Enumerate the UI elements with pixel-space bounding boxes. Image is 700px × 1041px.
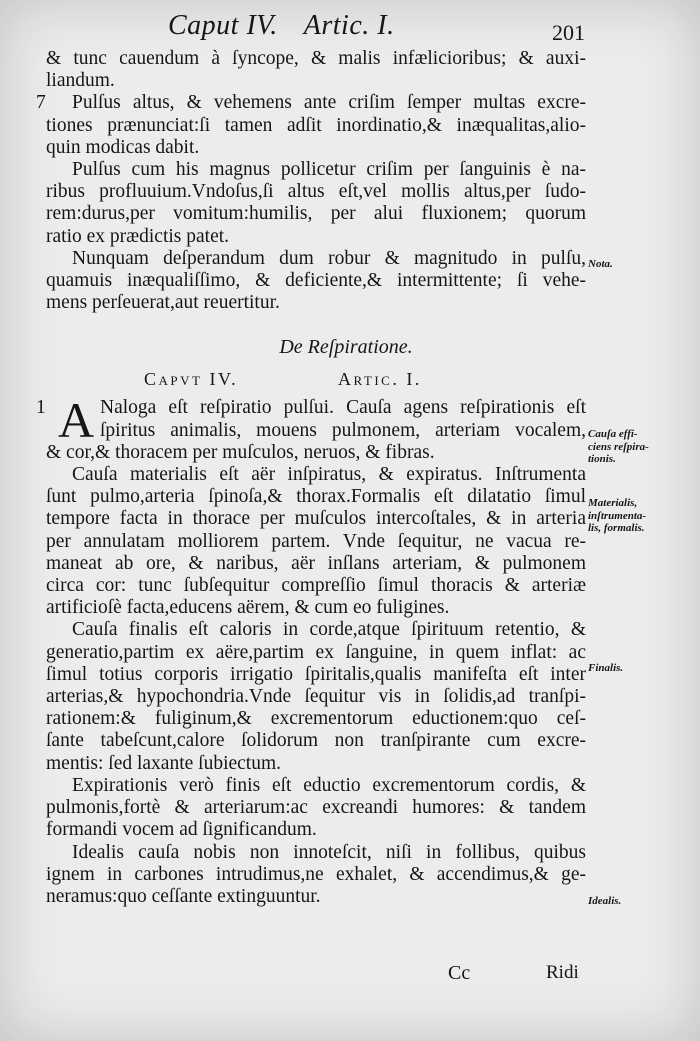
text-line: Idealis cauſa nobis non innoteſcit, niſi in follibus, quibus [72, 841, 586, 863]
paragraph-1 [36, 392, 586, 464]
paragraph-expirationis [46, 775, 586, 842]
margin-note-line: Cauſa effi- [588, 428, 638, 440]
running-title-caput: Caput IV. [168, 10, 278, 41]
text-line: pulmonis,fortè & arteriarum:ac excreandi humores: & tandem [46, 797, 586, 819]
text-line: quin modicas dabit. [46, 136, 200, 158]
text-line: ſimul totius corporis irrigatio ſpiritalis,qualis manifeſta eſt inter [46, 663, 586, 685]
margin-note-finalis: Finalis. [588, 662, 624, 674]
running-title-artic: Artic. I. [303, 10, 395, 41]
margin-note-idealis: Idealis. [588, 895, 622, 907]
text-line: tempore facta in thorace per muſculos intercoſtales, & in arteria [46, 508, 586, 530]
chapter-heading [46, 369, 586, 397]
text-line: generatio,partim ex aëre,partim ex ſanguine, in quem inflat: ac [46, 641, 586, 663]
text-line: Cauſa finalis eſt caloris in corde,atque ſpirituum retentio, & [72, 619, 586, 641]
text-line: tiones prænunciat:ſi tamen adſit inordinatio,& inæqualitas,alio- [46, 114, 586, 136]
margin-note-line: lis, formalis. [588, 522, 645, 534]
text-line: ſante tabeſcunt,calore ſolidorum non tranſpirante cum excre- [46, 730, 586, 752]
paragraph-finalis [46, 619, 586, 774]
catchword: Ridi [546, 962, 579, 983]
text-line: Expirationis verò finis eſt eductio excrementorum cordis, & [72, 774, 586, 796]
margin-note-efficiens [588, 428, 649, 466]
text-line: Pulſus cum his magnus pollicetur criſim per ſanguinis è na- [72, 159, 586, 181]
section-heading: De Reſpiratione. [279, 336, 413, 359]
text-line: mens perſeuerat,aut reuertitur. [46, 292, 280, 314]
text-line: mentis: ſed laxante ſubiectum. [46, 752, 282, 774]
margin-note-line: Materialis, [588, 497, 638, 509]
text-line: ſunt pulmo,arteria ſpinoſa,& thorax.Formalis eſt dilatatio ſimul [46, 486, 586, 508]
text-line: arterias,& hypochondria.Vnde ſequitur vis in ſolidis,ad tranſpi- [46, 686, 586, 708]
text-line: Pulſus altus, & vehemens ante criſim ſemper multas excre- [72, 92, 586, 114]
text-line: ribus profluuium.Vndoſus,ſi altus eſt,vel mollis altus,per ſudo- [46, 181, 586, 203]
text-line: rationem:& fuliginum,& excrementorum eductionem:quo ceſ- [46, 708, 586, 730]
margin-note-nota: Nota. [588, 258, 613, 270]
page-number: 201 [552, 20, 585, 45]
text-line: maneat ab ore, & naribus, aër inſlans arteriam, & pulmonem [46, 552, 586, 574]
text-line: Cauſa materialis eſt aër inſpiratus, & expiratus. Inſtrumenta [72, 464, 586, 486]
paragraph-7 [36, 92, 586, 159]
text-line: liandum. [46, 70, 115, 92]
text-line: ignem in carbones intrudimus,ne exhalet, & accendimus,& ge- [46, 863, 586, 885]
margin-note-materialis [588, 497, 646, 535]
text-line: per annulatam molliorem partem. Vnde ſequitur, ne vacua re- [46, 530, 586, 552]
text-line: quamuis inæqualiſſimo, & deficiente,& intermittente; ſi vehe- [46, 270, 586, 292]
paragraph-nunquam [46, 248, 586, 315]
text-line: formandi vocem ad ſignificandum. [46, 819, 317, 841]
paragraph-materialis [46, 464, 586, 619]
paragraph-number: 7 [36, 92, 46, 114]
page-footer [0, 958, 700, 988]
text-body [36, 48, 586, 908]
text-line: circa cor: tunc ſubſequitur compreſſio ſimul thoracis & arteriæ [46, 575, 586, 597]
text-line: artificioſè facta,educens aërem, & cum eo fuligines. [46, 597, 450, 619]
text-line: rem:durus,per vomitum:humilis, per alui fluxionem; quorum [46, 203, 586, 225]
text-line: neramus:quo ceſſante extinguuntur. [46, 885, 321, 907]
page-header [0, 8, 700, 48]
text-line: Nunquam deſperandum dum robur & magnitudo in pulſu, [72, 247, 586, 269]
chapter-heading-caput: Capvt IV. [144, 369, 239, 390]
drop-capital: A [58, 392, 95, 449]
running-title [168, 10, 395, 42]
text-line: & tunc cauendum à ſyncope, & malis infælicioribus; & auxi- [46, 48, 586, 69]
text-line: ratio ex prædictis patet. [46, 225, 230, 247]
paragraph-number: 1 [36, 397, 46, 419]
margin-note-line: ciens reſpira- [588, 440, 649, 453]
text-line: & cor,& thoracem per muſculos, neruos, & fibras. [46, 441, 435, 463]
chapter-heading-artic: Artic. I. [338, 369, 422, 390]
margin-note-line: inſtrumenta- [588, 509, 647, 522]
text-line: ſpiritus animalis, mouens pulmonem, arteriam vocalem, [100, 419, 586, 441]
paragraph-idealis [46, 842, 586, 909]
paragraph-pulsus-magnus [46, 159, 586, 248]
margin-note-line: tionis. [588, 453, 616, 465]
text-line: Naloga eſt reſpiratio pulſui. Cauſa agens reſpirationis eſt [100, 397, 586, 419]
signature-mark: Cc [448, 962, 471, 984]
paragraph-continuation [46, 48, 586, 92]
